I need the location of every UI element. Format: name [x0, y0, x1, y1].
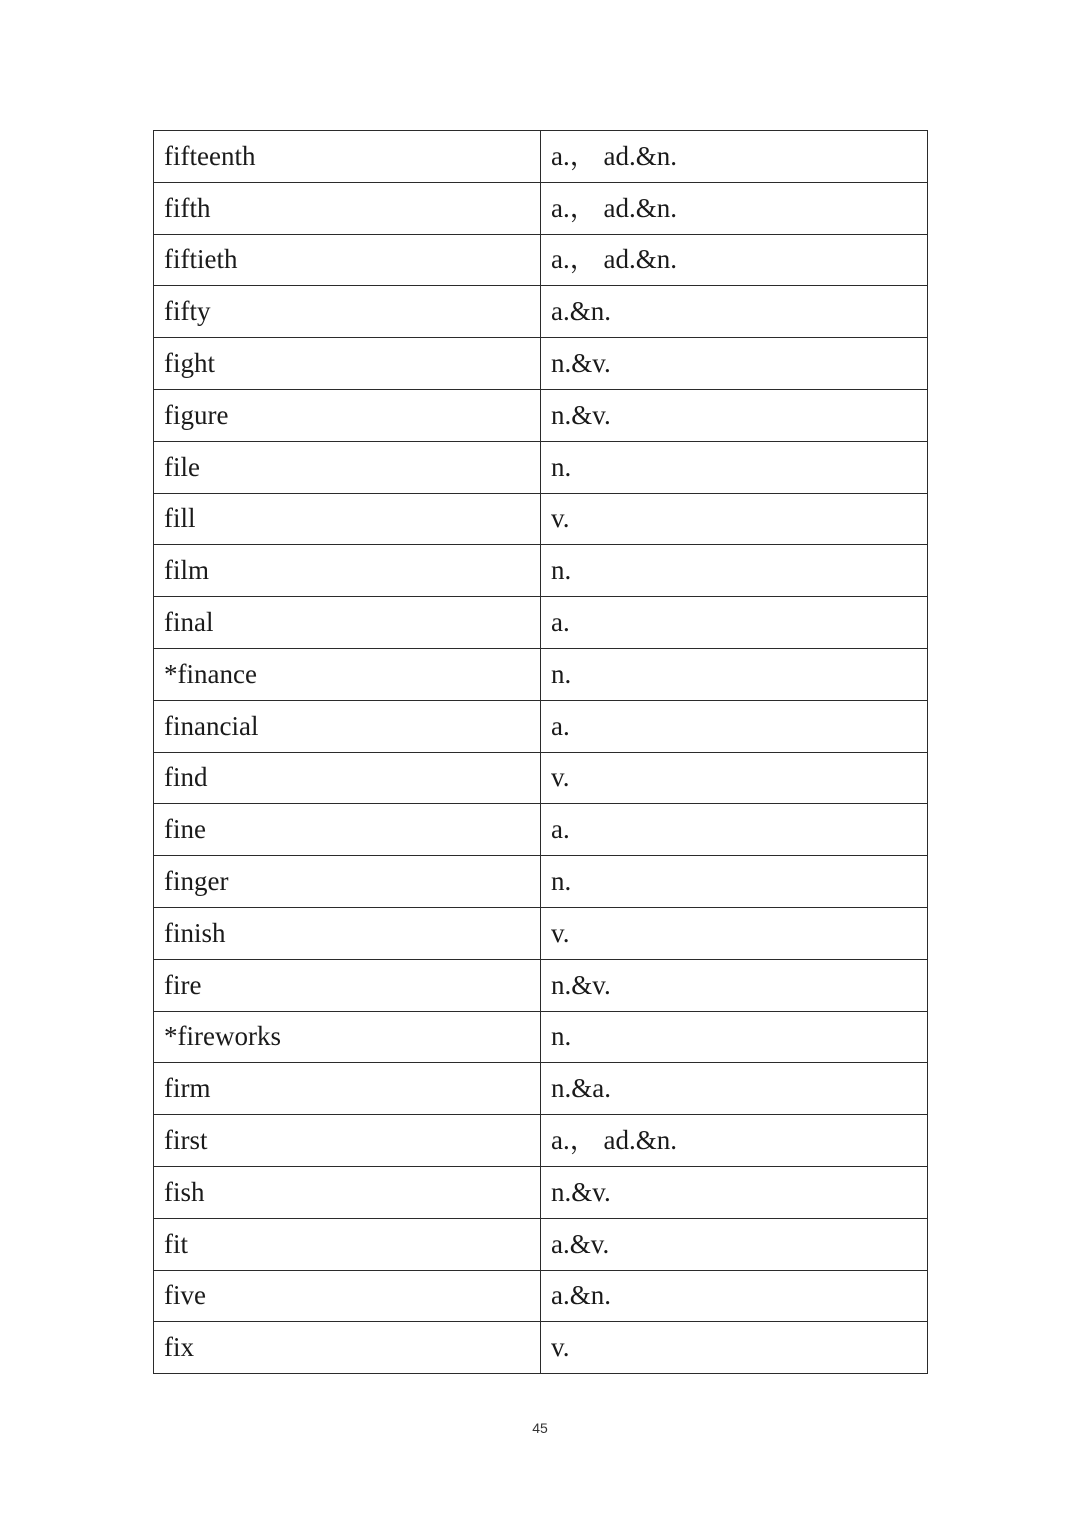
table-row — [154, 131, 928, 183]
vocabulary-table-body — [154, 131, 928, 1374]
part-of-speech-cell: n. — [541, 441, 928, 493]
word-cell: fit — [154, 1218, 541, 1270]
table-row — [154, 648, 928, 700]
word-cell: fifth — [154, 182, 541, 234]
part-of-speech-cell: n. — [541, 1011, 928, 1063]
part-of-speech-cell: a.， ad.&n. — [541, 131, 928, 183]
table-row — [154, 959, 928, 1011]
part-of-speech-cell: a. — [541, 700, 928, 752]
word-cell: fine — [154, 804, 541, 856]
word-cell: film — [154, 545, 541, 597]
word-cell: file — [154, 441, 541, 493]
part-of-speech-cell: a.， ad.&n. — [541, 234, 928, 286]
part-of-speech-cell: a. — [541, 804, 928, 856]
word-cell: firm — [154, 1063, 541, 1115]
part-of-speech-cell: n. — [541, 856, 928, 908]
word-cell: fight — [154, 338, 541, 390]
table-row — [154, 286, 928, 338]
word-cell: fill — [154, 493, 541, 545]
word-cell: *finance — [154, 648, 541, 700]
part-of-speech-cell: n.&v. — [541, 338, 928, 390]
table-row — [154, 1218, 928, 1270]
word-cell: first — [154, 1115, 541, 1167]
page-number: 45 — [532, 1420, 548, 1436]
word-cell: finish — [154, 907, 541, 959]
word-cell: five — [154, 1270, 541, 1322]
table-row — [154, 1011, 928, 1063]
table-row — [154, 234, 928, 286]
vocabulary-table — [153, 130, 928, 1374]
part-of-speech-cell: v. — [541, 907, 928, 959]
part-of-speech-cell: v. — [541, 493, 928, 545]
word-cell: fire — [154, 959, 541, 1011]
part-of-speech-cell: n. — [541, 545, 928, 597]
table-row — [154, 441, 928, 493]
part-of-speech-cell: a.&v. — [541, 1218, 928, 1270]
word-cell: figure — [154, 389, 541, 441]
table-row — [154, 1115, 928, 1167]
table-row — [154, 1063, 928, 1115]
word-cell: fish — [154, 1166, 541, 1218]
table-row — [154, 597, 928, 649]
table-row — [154, 545, 928, 597]
table-row — [154, 1270, 928, 1322]
word-cell: fix — [154, 1322, 541, 1374]
table-row — [154, 338, 928, 390]
part-of-speech-cell: a. — [541, 597, 928, 649]
table-row — [154, 182, 928, 234]
table-row — [154, 856, 928, 908]
table-row — [154, 1166, 928, 1218]
word-cell: finger — [154, 856, 541, 908]
part-of-speech-cell: n.&v. — [541, 1166, 928, 1218]
table-row — [154, 493, 928, 545]
table-row — [154, 700, 928, 752]
word-cell: fiftieth — [154, 234, 541, 286]
part-of-speech-cell: n. — [541, 648, 928, 700]
part-of-speech-cell: v. — [541, 752, 928, 804]
table-row — [154, 804, 928, 856]
word-cell: fifteenth — [154, 131, 541, 183]
table-row — [154, 389, 928, 441]
word-cell: financial — [154, 700, 541, 752]
part-of-speech-cell: n.&a. — [541, 1063, 928, 1115]
table-row — [154, 752, 928, 804]
part-of-speech-cell: a.， ad.&n. — [541, 182, 928, 234]
word-cell: *fireworks — [154, 1011, 541, 1063]
word-cell: fifty — [154, 286, 541, 338]
part-of-speech-cell: a.， ad.&n. — [541, 1115, 928, 1167]
part-of-speech-cell: n.&v. — [541, 959, 928, 1011]
part-of-speech-cell: v. — [541, 1322, 928, 1374]
word-cell: final — [154, 597, 541, 649]
word-cell: find — [154, 752, 541, 804]
part-of-speech-cell: n.&v. — [541, 389, 928, 441]
table-row — [154, 1322, 928, 1374]
part-of-speech-cell: a.&n. — [541, 286, 928, 338]
part-of-speech-cell: a.&n. — [541, 1270, 928, 1322]
table-row — [154, 907, 928, 959]
